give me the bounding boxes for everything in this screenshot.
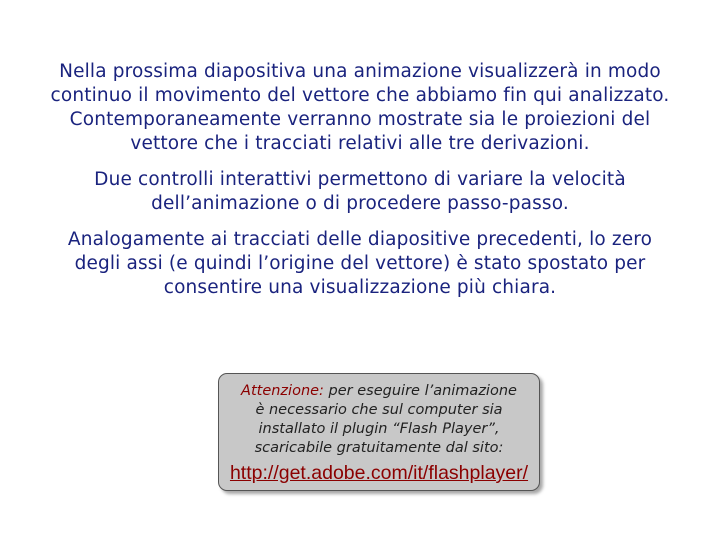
- intro-paragraph: [20, 60, 700, 156]
- controls-line-1: Due controlli interattivi permettono di variare la velocità: [94, 169, 626, 190]
- notice-line-2: è necessario che sul computer sia: [255, 402, 503, 418]
- intro-line-2: continuo il movimento del vettore che abbiamo fin qui analizzato.: [50, 85, 670, 106]
- intro-line-1: Nella prossima diapositiva una animazione visualizzerà in modo: [59, 61, 661, 82]
- axes-line-2: degli assi (e quindi l’origine del vettore) è stato spostato per: [74, 253, 646, 274]
- controls-paragraph: [20, 168, 700, 216]
- axes-line-3: consentire una visualizzazione più chiara.: [163, 277, 557, 298]
- intro-line-3: Contemporaneamente verranno mostrate sia le proiezioni del: [69, 109, 651, 130]
- warning-label: Attenzione:: [241, 383, 324, 399]
- axes-paragraph: [20, 228, 700, 300]
- notice-line-1-text: per eseguire l’animazione: [323, 383, 517, 399]
- flash-player-link[interactable]: http://get.adobe.com/it/flashplayer/: [229, 462, 529, 484]
- controls-line-2: dell’animazione o di procedere passo-passo.: [151, 193, 569, 214]
- flash-notice-box: [218, 373, 540, 491]
- notice-line-1: [219, 382, 539, 401]
- notice-line-3: installato il plugin “Flash Player”,: [258, 421, 500, 437]
- notice-line-4: scaricabile gratuitamente dal sito:: [254, 440, 504, 456]
- intro-line-4: vettore che i tracciati relativi alle tre derivazioni.: [130, 133, 590, 154]
- axes-line-1: Analogamente ai tracciati delle diapositive precedenti, lo zero: [67, 229, 653, 250]
